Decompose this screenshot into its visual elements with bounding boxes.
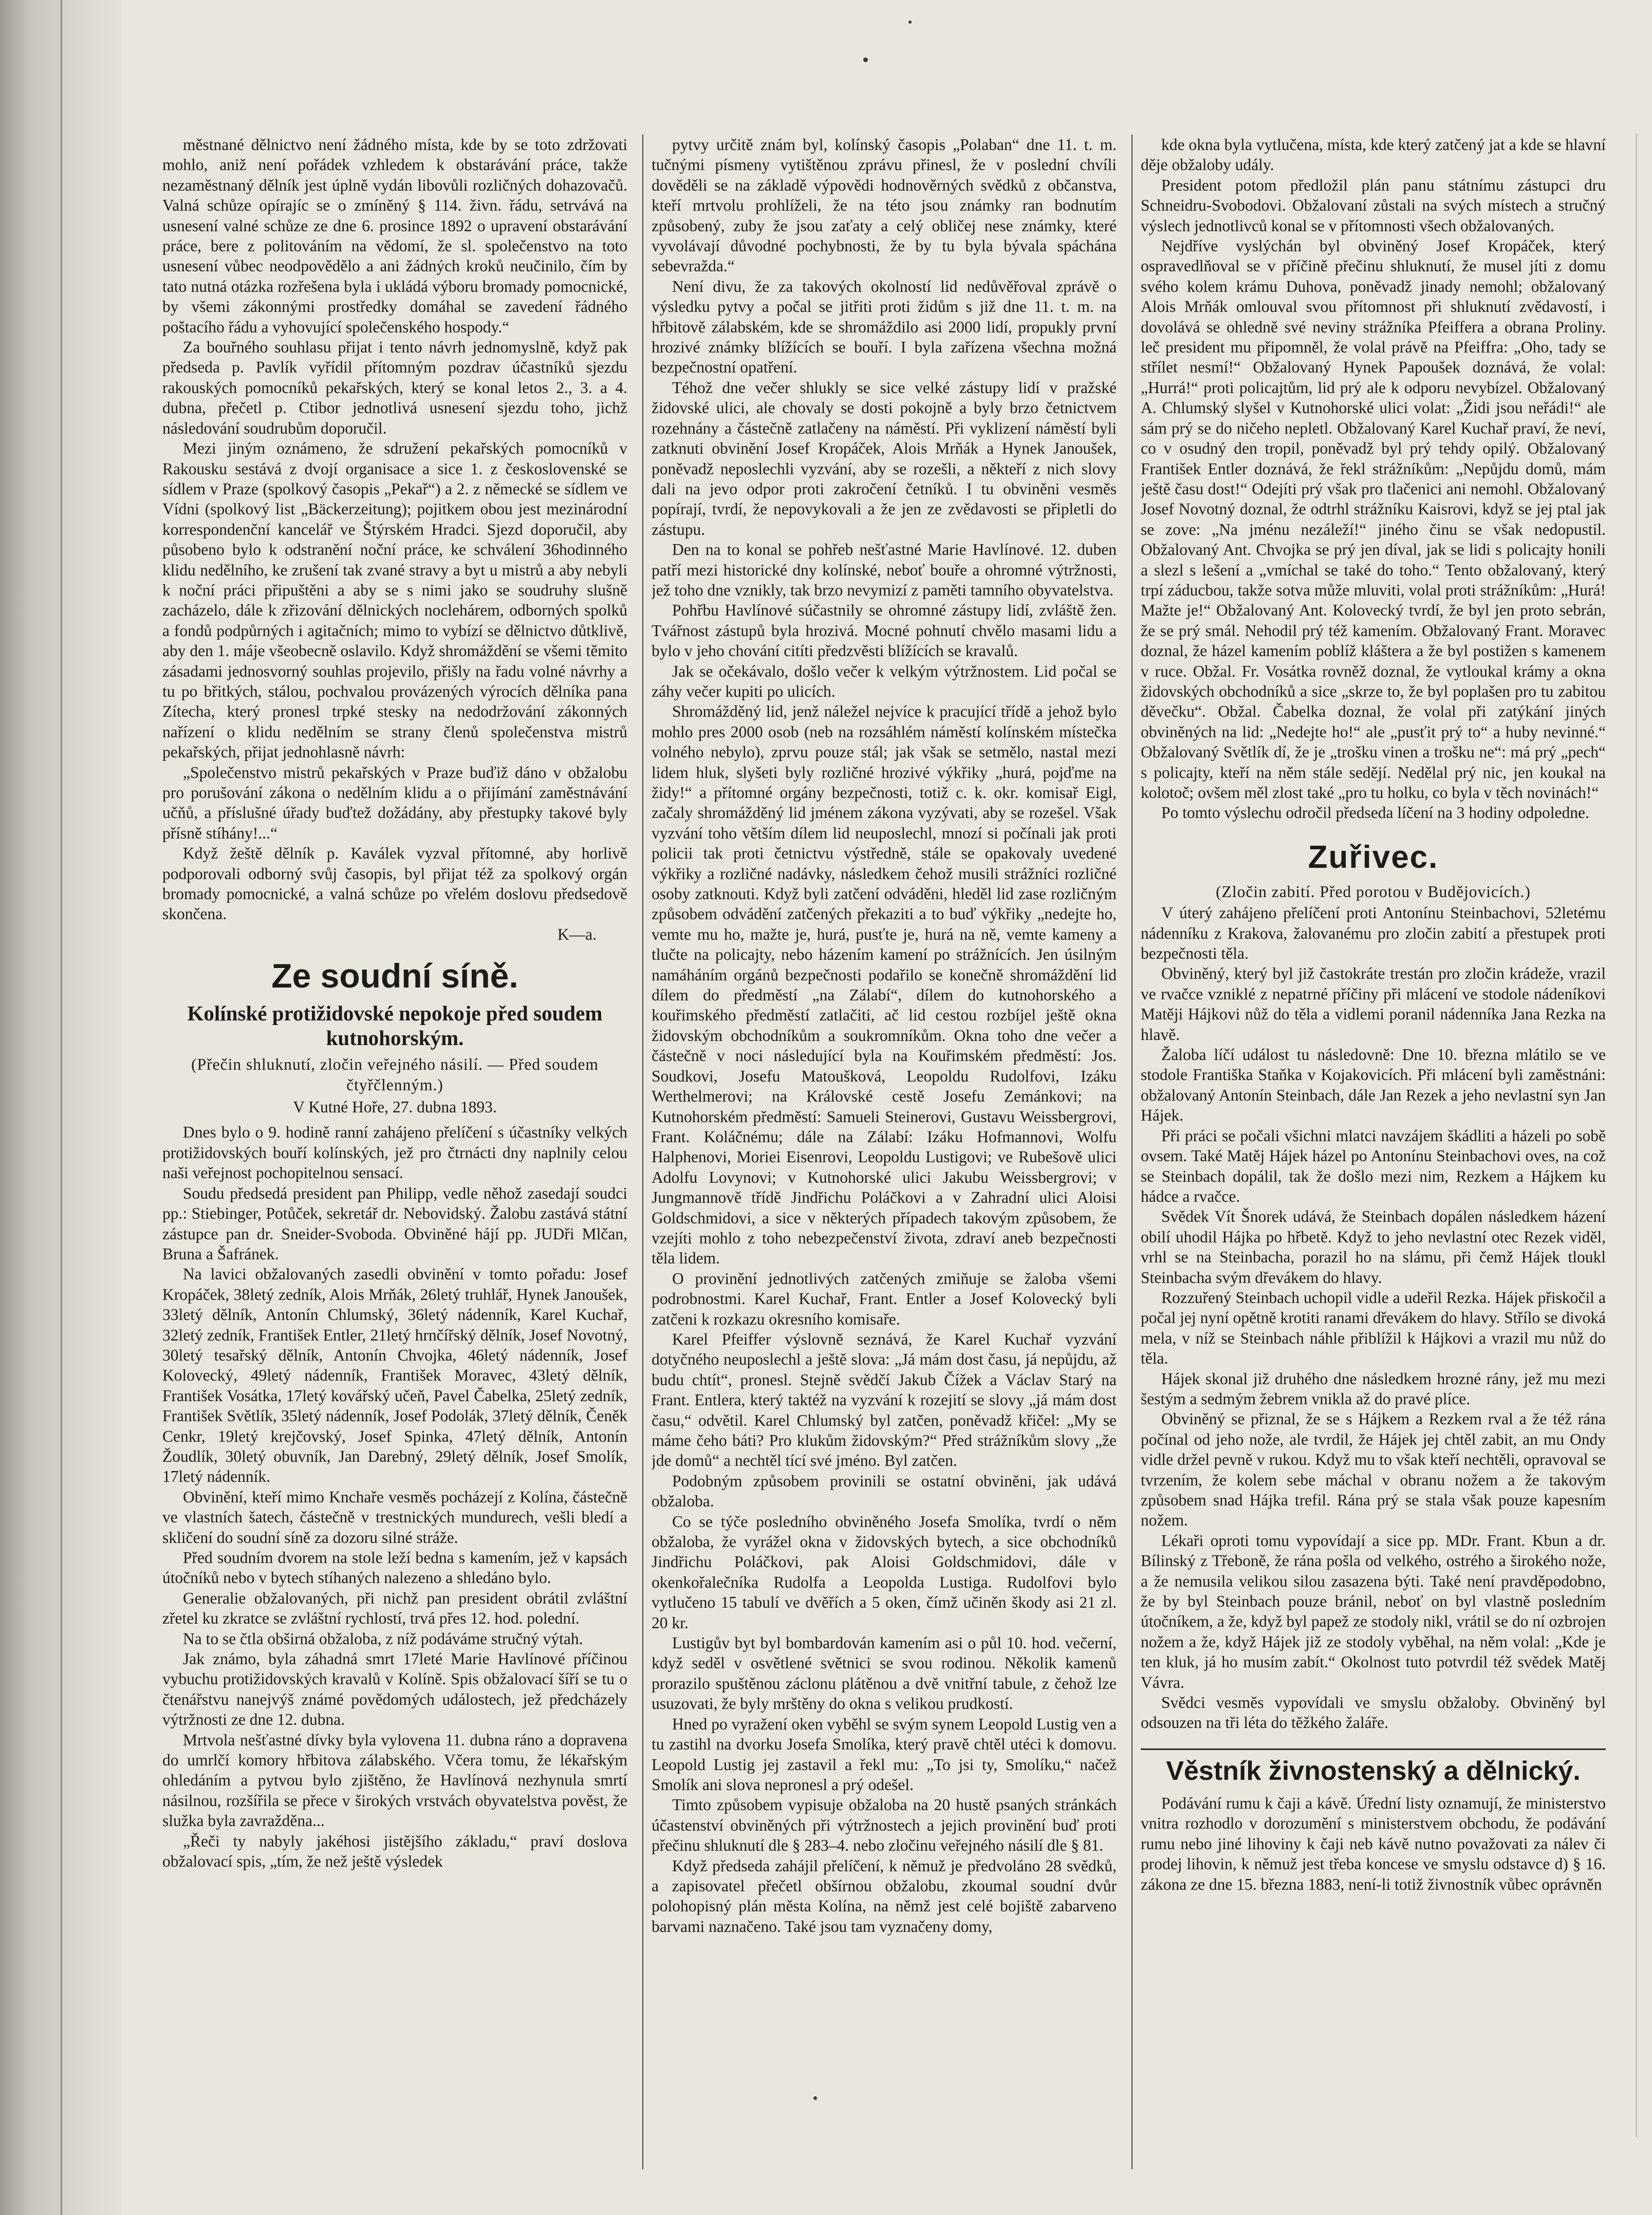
article-paragraph: Před soudním dvorem na stole leží bedna s kamením, jež v kapsách útočníků nebo v bytech stíhaných nalezeno a shledáno bylo.: [162, 1549, 627, 1587]
article-paragraph: Při práci se počali všichni mlatci navzájem škádliti a házeli po sobě ovsem. Také Matěj Hájek házel po Antonínu Steinbachovi oves, na což se Steinbach dopálil, tak že došlo mezi nim, Rezkem a Hájkem ku hádce a rvačce.: [1141, 1126, 1606, 1205]
article-paragraph: Generalie obžalovaných, při nichž pan president obrátil zvláštní zřetel ku zkratce se zvláštní rychlostí, trvá přes 12. hod. polední.: [162, 1589, 627, 1628]
article-paragraph: Jak známo, byla záhadná smrt 17leté Marie Havlínové příčinou vybuchu protižidovských kravalů v Kolíně. Spis obžalovací šíří se tu o čtenářstvu nanejvýš známé povědomých událostech, jež předcházely výtržnosti ze dne 12. dubna.: [162, 1650, 627, 1729]
ink-speck: [863, 58, 868, 62]
article-paragraph: Mezi jiným oznámeno, že sdružení pekařských pomocníků v Rakousku sestává z dvojí organisace a sice 1. z československé se sídlem v Praze (spolkový časopis „Pekař“) a 2. z německé se sídlem ve Vídni (spolkový list „Bäckerzeitung); pojitkem obou jest mezinárodní korrespondenční kancelář ve Štýrském Hradci. Sjezd doporučil, aby působeno bylo k odstranění noční práce, ke schválení 36hodinného klidu nedělního, ke zrušení tak zvané stravy a byt u mistrů a aby nebyli k noční práci připuštěni a aby se s nimi jako se soudruhy slušně zacházelo, dále k zřizování dělnických noclehárem, odborných spolků a fondů podpůrných i agitačních; mimo to vybízí se dělnictvo důtklivě, aby den 1. máje všeobecně oslavilo. Když shromáždění se všemi těmito zásadami jednosvorný souhlas projevilo, přišly na řadu volné návrhy a tu po břitkých, stálou, pochvalou provázených výrocích dělníka pana Zítecha, který pronesl trpké stesky na nedodržování zákonných nařízení o klidu nedělním se strany členů společenstva mistrů pekařských, přijat jednohlasně návrh:: [162, 439, 627, 761]
article-paragraph: Lustigův byt byl bombardován kamením asi o půl 10. hod. večerní, když seděl v osvětlené světnici se svou rodinou. Několik kamenů prorazilo spuštěnou záclonu plátěnou a dvě vnitřní tabule, z čehož lze usuzovati, že byly mrštěny do okna s velikou prudkostí.: [652, 1634, 1117, 1713]
article-paragraph: Jak se očekávalo, došlo večer k velkým výtržnostem. Lid počal se záhy večer kupiti po ulicích.: [652, 662, 1117, 700]
article-paragraph: President potom předložil plán panu státnímu zástupci dru Schneidru-Svobodovi. Obžalovaní zůstali na svých místech a stručný výslech jednotlivců konal se v přítomnosti všech obžalovaných.: [1141, 176, 1606, 235]
article-paragraph: Obviněný se přiznal, že se s Hájkem a Rezkem rval a že též rána počínal od jeho nože, ale tvrdil, že Hájek jej chtěl zabit, an mu Ondy vidle držel pevně v rukou. Když mu to však kteří nechtěli, opravoval se tvrzením, že kolem sebe máchal v obranu nožem a že takovým způsobem snad Hájka trefil. Rána prý se stala však pouze kapesním nožem.: [1141, 1410, 1606, 1530]
section-title: Ze soudní síně.: [271, 957, 518, 995]
article-paragraph: Obvinění, kteří mimo Knchaře vesměs pocházejí z Kolína, částečně ve vlastních šatech, částečně v trestnických mundurech, vešli bledí a skličení do soudní síně za dozoru silné stráže.: [162, 1487, 627, 1547]
article-paragraph: Shromážděný lid, jenž náležel nejvíce k pracující třídě a jehož bylo mohlo pres 2000 osob (neb na rozsáhlém náměstí kolínském místečka volného nebylo), zprvu pouze stál; jak však se setmělo, nastal mezi lidem hluk, slyšeti byly rozličné hrozivé výkřiky „hurá, pojďme na židy!“ a přítomné orgány bezpečnosti, totiž c. k. okr. komisař Eigl, začaly shromážděný lid jménem zákona vyzývati, aby se rozešel. Však vyzvání toho větším dílem lid neuposlechl, mnozí si počínali jak proti policii tak proti četnictvu výstředně, stále se opakovaly uvedené výkřiky a rozličné nadávky, následkem čehož musili strážníci rozličné osoby zatknouti. Když byli zatčení odváděni, hleděl lid zase rozličným způsobem odvádění zatčených překaziti a to buď výkřiky „nedejte ho, vemte mu ho, mažte je, hurá, pusťte je, hurá na ně, vemte kameny a tlučte na policajty, nebo házením kamení po strážnících. Jen úsilným namáháním orgánů bezpečnosti podařilo se konečně shromáždění lid dílem do předměstí „na Zálabí“, dílem do kutnohorského a kouřimského předměstí zatlačiti, ač lid cestou rozbíjel ještě okna židovským obchodníkům a soukromníkům. Okna toho dne večer a částečně v noci následující byla na Kouřimském předměstí: Jos. Soudkovi, Josefu Matoušková, Leopoldu Rudolfovi, Izáku Werthelmerovi; na Královské cestě Josefu Zemánkovi; na Kutnohorském předměstí: Samueli Steinerovi, Gustavu Weissbergrovi, Frant. Koláčnému; dále na Zálabí: Izáku Hofmannovi, Wolfu Halphenovi, Moriei Eisenrovi, Leopoldu Lustigovi; ve Rubešově ulici Adolfu Lovynovi; v Kutnohorské ulici Jakubu Weissbergrovi; v Jungmannově třídě Jindřichu Poláčkovi a v Zahradní ulici Aloisi Goldschmidovi, a sice v některých případech takovým způsobem, že vzejíti mohlo z toho nebezpečenství života, zdraví aneb bezpečnosti těla lidem.: [652, 702, 1117, 1268]
section-title: Zuřivec.: [1308, 839, 1439, 875]
article-subhead: (Přečin shluknutí, zločin veřejného násilí. — Před soudem čtyřčlenným.): [191, 1055, 599, 1094]
column-rule: [642, 135, 643, 2169]
article-paragraph: Když předseda zahájil přelíčení, k němuž je předvoláno 28 svědků, a zapisovatel přečetl obšírnou obžalobu, zkoumal soudní dvůr polohopisný plán města Kolína, na němž jest celé bojiště zabarveno barvami naznačeno. Také jsou tam vyznačeny domy,: [652, 1856, 1117, 1935]
section-title: Věstník živnostenský a dělnický.: [1141, 1748, 1606, 1787]
article-paragraph: Na to se čtla obširná obžaloba, z níž podáváme stručný výtah.: [183, 1629, 583, 1648]
binding-gutter: [0, 0, 122, 2215]
article-paragraph: Svědci vesměs vypovídali ve smyslu obžaloby. Obviněný byl odsouzen na tři léta do těžkého žaláře.: [1141, 1693, 1606, 1732]
article-paragraph: V úterý zahájeno přelíčení proti Antonínu Steinbachovi, 52letému nádenníku z Krakova, žalovanému pro zločin zabití a přestupek proti bezpečnosti těla.: [1141, 904, 1606, 963]
article-paragraph: Na lavici obžalovaných zasedli obvinění v tomto pořadu: Josef Kropáček, 38letý zedník, Alois Mrňák, 26letý truhlář, Hynek Janoušek, 33letý dělník, Antonín Chlumský, 36letý nádenník, Karel Kuchař, 32letý zedník, František Entler, 21letý hrnčířský dělník, Josef Novotný, 30letý tesařský dělník, Antonín Chvojka, 46letý nádenník, Josef Kolovecký, 49letý nádenník, František Moravec, 43letý dělník, František Vosátka, 17letý kovářský učeň, Pavel Čabelka, 25letý zedník, František Světlík, 35letý nádenník, Josef Podolák, 37letý dělník, Čeněk Cenkr, 19letý krejčovský, Josef Spinka, 47letý dělník, Antonín Žoudlík, 30letý obuvník, Jan Darebný, 29letý dělník, Josef Smolík, 17letý nádenník.: [162, 1265, 627, 1486]
article-paragraph: městnané dělnictvo není žádného místa, kde by se toto zdržovati mohlo, aniž není pořádek vzhledem k obstarávání práce, takže nezaměstnaný dělník jest úplně vydán libovůli rozličných dohazovačů. Valná schůze opírajíc se o zmíněný § 114. živn. řádu, setrvává na usnesení valné schůze ze dne 6. prosince 1892 o upravení obstarávání práce, bere z politováním na vědomí, že sl. společenstvo na toto usnesení vůbec neodpovědělo a ani žádných kroků neučinilo, čím by tato nutná otázka rozřešena byla i ukládá výboru bromady pomocnické, by všemi zákonnými prostředky domáhal se zavedení řádného poštacího řádu a vyhovující společenského hospody.“: [162, 136, 627, 336]
article-headline: Kolínské protižidovské nepokoje před soudem kutnohorským.: [187, 1001, 603, 1050]
article-paragraph: Podobným způsobem provinili se ostatní obviněni, jak udává obžaloba.: [652, 1472, 1117, 1511]
article-paragraph: Dnes bylo o 9. hodině ranní zahájeno přelíčení s účastníky velkých protižidovských bouří kolínských, jež pro čtrnácti dny naplnily celou naši veřejnost pochopitelnou sensací.: [162, 1123, 627, 1182]
article-paragraph: Den na to konal se pohřeb nešťastné Marie Havlínové. 12. duben patří mezi historické dny kolínské, neboť bouře a ohromné výtržnosti, jež toho dne vznikly, tak brzo nevymizí z paměti tamního obyvatelstva.: [652, 541, 1117, 599]
newspaper-page: [122, 0, 1652, 2215]
article-paragraph: Podávání rumu k čaji a kávě. Úřední listy oznamují, že ministerstvo vnitra rozhodlo v dorozumění s ministerstvem obchodu, že podávání rumu nebo jiné lihoviny k čaji neb kávě nutno považovati za nálev či prodej lihovin, k němuž jest třeba koncese ve smyslu odstavce d) § 16. zákona ze dne 15. března 1883, není-li totiž živnostník vůbec oprávněn: [1141, 1794, 1606, 1893]
article-paragraph: Soudu předsedá president pan Philipp, vedle něhož zasedají soudci pp.: Stiebinger, Potůček, sekretář dr. Nebovidský. Žalobu zastává státní zástupce pan dr. Sneider-Svoboda. Obviněné hájí pp. JUDři Mlčan, Bruna a Šafránek.: [162, 1184, 627, 1263]
article-paragraph: „Řeči ty nabyly jakéhosi jistějšího základu,“ praví doslova obžalovací spis, „tím, že než ještě výsledek: [162, 1832, 627, 1871]
article-paragraph: Není divu, že za takových okolností lid nedůvěřoval zprávě o výsledku pytvy a počal se jitřiti proti židům s již dne 11. t. m. na hřbitově zálabském, kde se shromáždilo asi 2000 lidí, propukly první hrozivé známky blížících se bouří. I byla zařízena všechna možná bezpečnostní opatření.: [652, 277, 1117, 377]
column-3: [1141, 135, 1606, 2169]
article-paragraph: Karel Pfeiffer výslovně seznává, že Karel Kuchař vyzvání dotyčného neuposlechl a ještě slova: „Já mám dost času, já nepůjdu, až budu chtít“, pronesl. Stejně svědčí Jakub Čížek a Václav Starý na Frant. Entlera, který taktéž na vyzvání k rozejití se slovy „já mám dost času,“ odvětil. Karel Chlumský byl zatčen, poněvadž křičel: „My se máme čeho báti? Pro klukům židovským?“ Před strážníkům slovy „že jde domů“ a nechtěl tící své jméno. Byl zatčen.: [652, 1330, 1117, 1470]
article-paragraph: Lékaři oproti tomu vypovídají a sice pp. MDr. Frant. Kbun a dr. Bílinský z Třeboně, že rána pošla od velkého, ostrého a širokého nože, a že nemusila velikou silou zasazena býti. Také není pravděpodobno, že by byl Steinbach pouze bránil, neboť on byl vlastně posledním útočníkem, a že, když byl papež ze stodoly nikl, vrátil se do ní ozbrojen nožem a že, když Hájek již ze stodoly vyběhal, na něm volal: „Kde je ten kluk, já ho musím zabít.“ Okolnost tuto potvrdil též svědek Matěj Vávra.: [1141, 1531, 1606, 1691]
article-paragraph: Hned po vyražení oken vyběhl se svým synem Leopold Lustig ven a tu zastihl na dvorku Josefa Smolíka, který pravě chtěl utéci k domovu. Leopold Lustig jej zastavil a řekl mu: „To jsi ty, Smolíku,“ načež Smolík ani slova nepronesl a prý odešel.: [652, 1715, 1117, 1794]
article-paragraph: Žaloba líčí událost tu následovně: Dne 10. března mlátilo se ve stodole Františka Staňka v Kojakovicích. Při mlácení byli zaměstnáni: obžalovaný Antonín Steinbach, dále Jan Rezek a jeho nevlastní syn Jan Hájek.: [1141, 1046, 1606, 1125]
article-paragraph: Když žeště dělník p. Kaválek vyzval přítomné, aby horlivě podporovali odborný svůj časopis, byl přijat též za spolkový orgán bromady pomocnické, a valná schůze po vřelém doslovu předsedově skončena.: [162, 844, 627, 923]
article-paragraph: Téhož dne večer shlukly se sice velké zástupy lidí v pražské židovské ulici, ale chovaly se dosti pokojně a byly brzo četnictvem rozehnány a částečně zatlačeny na náměstí. Při vyklizení náměstí byli zatknuti obvinění Josef Kropáček, Alois Mrňák a Hynek Janoušek, poněvadž neposlechli vyzvání, aby se rozešli, a někteří z nich slovy dali na jevo odpor proti zakročení četníků. I tu obviněni vesměs popírají, tvrdí, že nepovykovali a že jen ze zvědavosti se připletli do zástupu.: [652, 378, 1117, 538]
article-dateline: V Kutné Hoře, 27. dubna 1893.: [293, 1098, 497, 1116]
article-paragraph: Mrtvola nešťastné dívky byla vylovena 11. dubna ráno a dopravena do umrlčí komory hřbitova zálabského. Včera tomu, že lékařským ohledáním a pytvou bylo zjištěno, že Havlínová nezhynula smrtí násilnou, rozšířila se přece v širokých vrstvách obyvatelstva pověst, že služka byla zavražděna...: [162, 1730, 627, 1830]
article-paragraph: Za bouřného souhlasu přijat i tento návrh jednomyslně, když pak předseda p. Pavlík vyřídil přítomným pozdrav účastníků sjezdu rakouských pomocníků pekařských, který se konal letos 2., 3. a 4. dubna, přečetl p. Ctibor jednotlivá usnesení sjezdu toho, jichž následování soudrubům doporučil.: [162, 338, 627, 437]
article-paragraph: Timto způsobem vypisuje obžaloba na 20 hustě psaných stránkách účastenství obviněných při výtržnostech a jejich provinění buď proti přečinu shluknutí dle § 283–4. nebo zločinu veřejného násilí dle § 81.: [652, 1796, 1117, 1855]
article-paragraph: Po tomto výslechu odročil předseda líčení na 3 hodiny odpoledne.: [1161, 804, 1589, 822]
article-paragraph: Co se týče posledního obviněného Josefa Smolíka, tvrdí o něm obžaloba, že vyrážel okna v židovských bytech, a sice obchodníků Jindřichu Poláčkovi, pak Aloisi Goldschmidovi, dále v okenkořalečníka Rudolfa a Leopolda Lustiga. Rudolfovi bylo vytlučeno 15 tabulí ve dvěřích a 5 oken, čímž učiněn škody asi 21 zl. 20 kr.: [652, 1512, 1117, 1632]
article-paragraph: O provinění jednotlivých zatčených zmiňuje se žaloba všemi podrobnostmi. Karel Kuchař, Frant. Entler a Josef Kolovecký byli zatčeni k rozkazu okresního komisaře.: [652, 1269, 1117, 1328]
gutter-rule: [61, 0, 62, 2215]
article-paragraph: kde okna byla vytlučena, místa, kde který zatčený jat a kde se hlavní děje obžaloby udály.: [1141, 136, 1606, 174]
column-2: [652, 135, 1117, 2169]
column-1: [162, 135, 627, 2169]
page-edge-shadow: [1636, 134, 1637, 2137]
article-paragraph: Hájek skonal již druhého dne následkem hrozné rány, jež mu mezi šestým a sedmým žebrem vnikla až do pravé plíce.: [1141, 1369, 1606, 1408]
article-signature: K—a.: [557, 925, 597, 943]
article-paragraph: Pohřbu Havlínové súčastnily se ohromné zástupy lidí, zvláště žen. Tvářnost zástupů byla hrozivá. Mocné pohnutí chvělo masami lidu a bylo v jeho chování citíti předzvěsti blížících se kravalů.: [652, 601, 1117, 660]
article-paragraph: Obviněný, který byl již častokráte trestán pro zločin krádeže, vrazil ve rvačce vzniklé z nepatrné příčiny při mlácení ve stodole nádeníkovi Matěji Hájkovi nůž do těla a vidlemi poranil nádenníka Jana Rezka na hlavě.: [1141, 964, 1606, 1044]
article-subhead: (Zločin zabití. Před porotou v Budějovicích.): [1216, 882, 1531, 901]
article-paragraph: Svědek Vít Šnorek udává, že Steinbach dopálen následkem házení obilí uhodil Hájka po hřbetě. Když to jeho nevlastní otec Rezek viděl, vrhl se na Steinbacha, porazil ho na slámu, při čemž Hájek tloukl Steinbacha svým dřevákem do hlavy.: [1141, 1207, 1606, 1287]
article-paragraph: „Společenstvo mistrů pekařských v Praze buďiž dáno v obžalobu pro porušování zákona o nedělním klidu a o přijímání zaměstnávání učňů, a příslušné úřady buďtež dožádány, aby přestupky takové byly přísně stíhány!...“: [162, 763, 627, 842]
article-paragraph: Rozzuřený Steinbach uchopil vidle a udeřil Rezka. Hájek přiskočil a počal jej nyní opětně krotiti ranami dřevákem do hlavy. Střílo se divoká mela, v níž se Steinbach náhle přiblížil k Hájkovi a vrazil mu nůž do těla.: [1141, 1288, 1606, 1368]
column-rule: [1131, 135, 1133, 2169]
article-paragraph: pytvy určitě znám byl, kolínský časopis „Polaban“ dne 11. t. m. tučnými písmeny vytištěnou zprávu přinesl, že v poslední chvíli dověděli se na základě výpovědi hodnověrných svědků z občanstva, kteří mrtvolu prohlíželi, že na této jsou známky ran bodnutím způsobený, zuby že jsou zaťaty a celý obličej nese známky, které vyvolávají důvodné pochybnosti, že by tu byla bývala spáchána sebevražda.“: [652, 136, 1117, 275]
ink-speck: [908, 21, 912, 24]
article-paragraph: Nejdříve vyslýchán byl obviněný Josef Kropáček, který ospravedlňoval se v příčině přečinu shluknutí, že musel jíti z domu svého kolem krámu Duhova, poněvadž jinady nemohl; obžalovaný Alois Mrňák omlouval svou přítomnost při shluknutí zvědavostí, i dovolává se ohledně své neviny strážníka Pfeiffera a obrana Proliny. leč president mu připomněl, že volal právě na Pfeiffra: „Oho, tady se střílet nesmí!“ Obžalovaný Hynek Papoušek doznává, že volal: „Hurrá!“ proti policajtům, lid prý ale k odporu nevybízel. Obžalovaný A. Chlumský slyšel v Kutnohorské ulici volat: „Židi jsou neřádi!“ ale sám prý se do ničeho nepletl. Obžalovaný Karel Kuchař praví, že neví, co v osudný den tropil, poněvadž byl prý tehdy opilý. Obžalovaný František Entler doznává, že řekl strážníkům: „Nepůjdu domů, mám ještě času dost!“ Odejíti prý však pro tlačenici ani nemohl. Obžalovaný Josef Novotný doznal, že odtrhl strážníku Kaisrovi, když se jej ptal jak se zove: „Na jménu nezáleží!“ jiného činu se však nedopustil. Obžalovaný Ant. Chvojka se prý jen díval, jak se lidi s policajty honili a slezl s lešení a „vmíchal se také do toho.“ Tento obžalovaný, který trpí záducbou, takže sotva může mluviti, volal proti strážníkům: „Hurá! Mažte je!“ Obžalovaný Ant. Kolovecký tvrdí, že byl jen proto sebrán, že se prý smál. Nehodil prý též kamením. Obžalovaný Frant. Moravec doznal, že házel kamením poblíž kláštera a že byl postižen s kamenem v ruce. Obžal. Fr. Vosátka rovněž doznal, že vytloukal krámy a okna židovských obchodníků a sice „skrze to, že byl poplašen pro tu zabitou děvečku“. Obžal. Čabelka doznal, že volal při zatýkání jiných obviněných na lid: „Nedejte ho!“ ale „pusťit prý to“ a huby nevinné.“ Obžalovaný Světlík dí, že je „trošku vinen a trošku ne“: má prý „pech“ s policajty, kteří na něm stále sedějí. Nedělal prý nic, jen koukal na kolotoč; ovšem měl zlost také „pro tu holku, co byla v těch novinách!“: [1141, 237, 1606, 802]
